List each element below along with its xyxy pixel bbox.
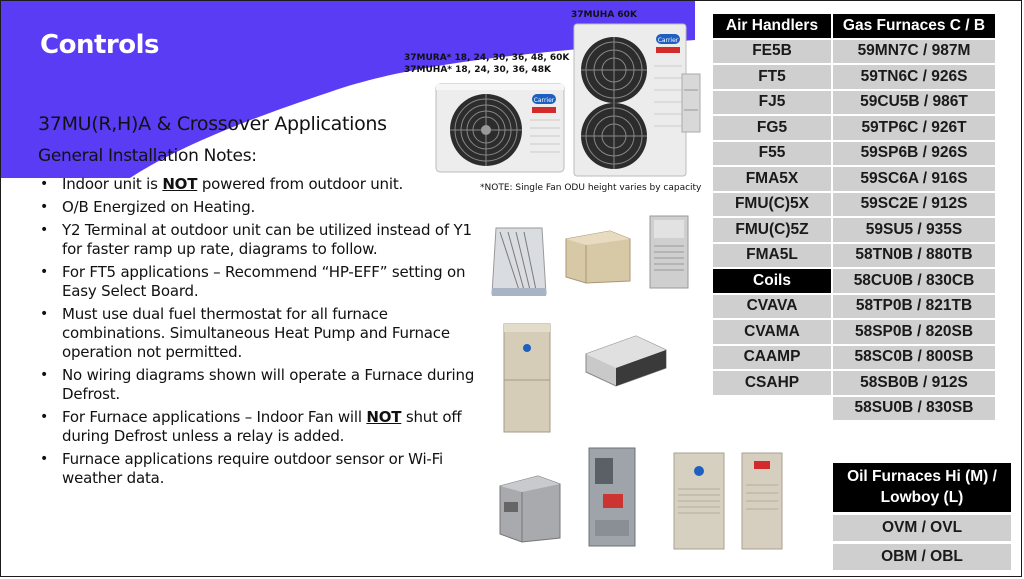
table-row — [713, 244, 995, 268]
air-handler-cell: F55 — [713, 142, 831, 166]
air-handler-cell: FMU(C)5X — [713, 193, 831, 217]
note-item: • Must use dual fuel thermostat for all furnace combinations. Simultaneous Heat Pump and Furnace operation not permitted. — [38, 305, 478, 362]
gas-furnace-cell: 58CU0B / 830CB — [833, 269, 995, 293]
gas-furnace-cell: 59SP6B / 926S — [833, 142, 995, 166]
header-gas-furnaces: Gas Furnaces C / B — [833, 14, 995, 38]
gas-furnace-cell: 59MN7C / 987M — [833, 40, 995, 64]
header-air-handlers: Air Handlers — [713, 14, 831, 38]
table-row — [713, 346, 995, 370]
gas-furnace-cell: 58SP0B / 820SB — [833, 320, 995, 344]
air-handler-cell: FE5B — [713, 40, 831, 64]
odu-height-note: *NOTE: Single Fan ODU height varies by capacity — [480, 183, 702, 193]
table-row — [713, 320, 995, 344]
outdoor-unit-small-label-2: 37MUHA* 18, 24, 30, 36, 48K — [404, 65, 551, 75]
ducted-unit-image — [580, 330, 672, 390]
gas-furnace-cell: 58TP0B / 821TB — [833, 295, 995, 319]
table-row — [713, 397, 995, 421]
table-row — [713, 40, 995, 64]
coil-cell: CAAMP — [713, 346, 831, 370]
coil-cell: CVAMA — [713, 320, 831, 344]
refrigerant-line-connector-image — [680, 70, 706, 140]
air-handler-cell: FG5 — [713, 116, 831, 140]
oil-furnaces-header: Oil Furnaces Hi (M) / Lowboy (L) — [833, 463, 1011, 512]
gas-furnace-cell: 58SB0B / 912S — [833, 371, 995, 395]
gas-furnace-cell: 59SC2E / 912S — [833, 193, 995, 217]
oil-furnace-highboy-image — [583, 444, 643, 550]
gas-furnace-cell: 58SC0B / 800SB — [833, 346, 995, 370]
gas-furnace-image-1 — [668, 449, 732, 553]
coil-cell: CVAVA — [713, 295, 831, 319]
table-header-row — [713, 14, 995, 38]
gas-furnace-cell: 59CU5B / 986T — [833, 91, 995, 115]
svg-text:Carrier: Carrier — [533, 97, 555, 104]
slide-subtitle: 37MU(R,H)A & Crossover Applications — [38, 113, 387, 135]
note-item: • Furnace applications require outdoor sensor or Wi-Fi weather data. — [38, 450, 478, 488]
note-item: • Y2 Terminal at outdoor unit can be utilized instead of Y1 for faster ramp up rate, diagrams to follow. — [38, 221, 478, 259]
air-handler-cell: FT5 — [713, 65, 831, 89]
gas-furnace-image-2 — [738, 449, 786, 553]
notes-heading: General Installation Notes: — [38, 146, 257, 166]
note-item: • For FT5 applications – Recommend “HP-EFF” setting on Easy Select Board. — [38, 263, 478, 301]
dual-fan-outdoor-unit-image — [572, 22, 690, 180]
note-item: • O/B Energized on Heating. — [38, 198, 478, 217]
outdoor-unit-small-label-1: 37MURA* 18, 24, 30, 36, 48, 60K — [404, 53, 570, 63]
tall-air-handler-image — [498, 320, 558, 438]
installation-notes-list — [38, 175, 478, 492]
table-row — [713, 167, 995, 191]
compatibility-table — [711, 12, 997, 422]
table-row — [713, 269, 995, 293]
gas-furnace-cell: 59TN6C / 926S — [833, 65, 995, 89]
table-row — [713, 65, 995, 89]
gas-furnace-cell: 58SU0B / 830SB — [833, 397, 995, 421]
gas-furnace-cell: 59SC6A / 916S — [833, 167, 995, 191]
a-coil-image — [484, 222, 554, 300]
oil-furnace-lowboy-image — [494, 468, 566, 546]
table-row — [713, 295, 995, 319]
oil-furnace-cell: OVM / OVL — [833, 515, 1011, 541]
note-item: • Indoor unit is NOT powered from outdoor unit. — [38, 175, 478, 194]
table-row — [713, 142, 995, 166]
empty-cell — [713, 397, 831, 421]
table-row — [713, 193, 995, 217]
cased-coil-image — [560, 225, 634, 285]
coil-cell: CSAHP — [713, 371, 831, 395]
single-fan-outdoor-unit-image — [434, 80, 566, 176]
air-handler-cell: FJ5 — [713, 91, 831, 115]
gas-furnace-cell: 59SU5 / 935S — [833, 218, 995, 242]
slide-title: Controls — [40, 30, 159, 60]
outdoor-unit-large-label: 37MUHA 60K — [571, 10, 637, 20]
table-row — [713, 218, 995, 242]
svg-text:Carrier: Carrier — [657, 37, 679, 44]
gas-furnace-cell: 58TN0B / 880TB — [833, 244, 995, 268]
air-handler-cell: FMU(C)5Z — [713, 218, 831, 242]
coils-header-cell: Coils — [713, 269, 831, 293]
small-air-handler-image — [644, 212, 694, 292]
table-row — [713, 371, 995, 395]
table-row — [713, 116, 995, 140]
air-handler-cell: FMA5X — [713, 167, 831, 191]
gas-furnace-cell: 59TP6C / 926T — [833, 116, 995, 140]
air-handler-cell: FMA5L — [713, 244, 831, 268]
note-item: • No wiring diagrams shown will operate a Furnace during Defrost. — [38, 366, 478, 404]
table-row — [713, 91, 995, 115]
note-item: • For Furnace applications – Indoor Fan will NOT shut off during Defrost unless a relay is added. — [38, 408, 478, 446]
oil-furnace-cell: OBM / OBL — [833, 544, 1011, 570]
